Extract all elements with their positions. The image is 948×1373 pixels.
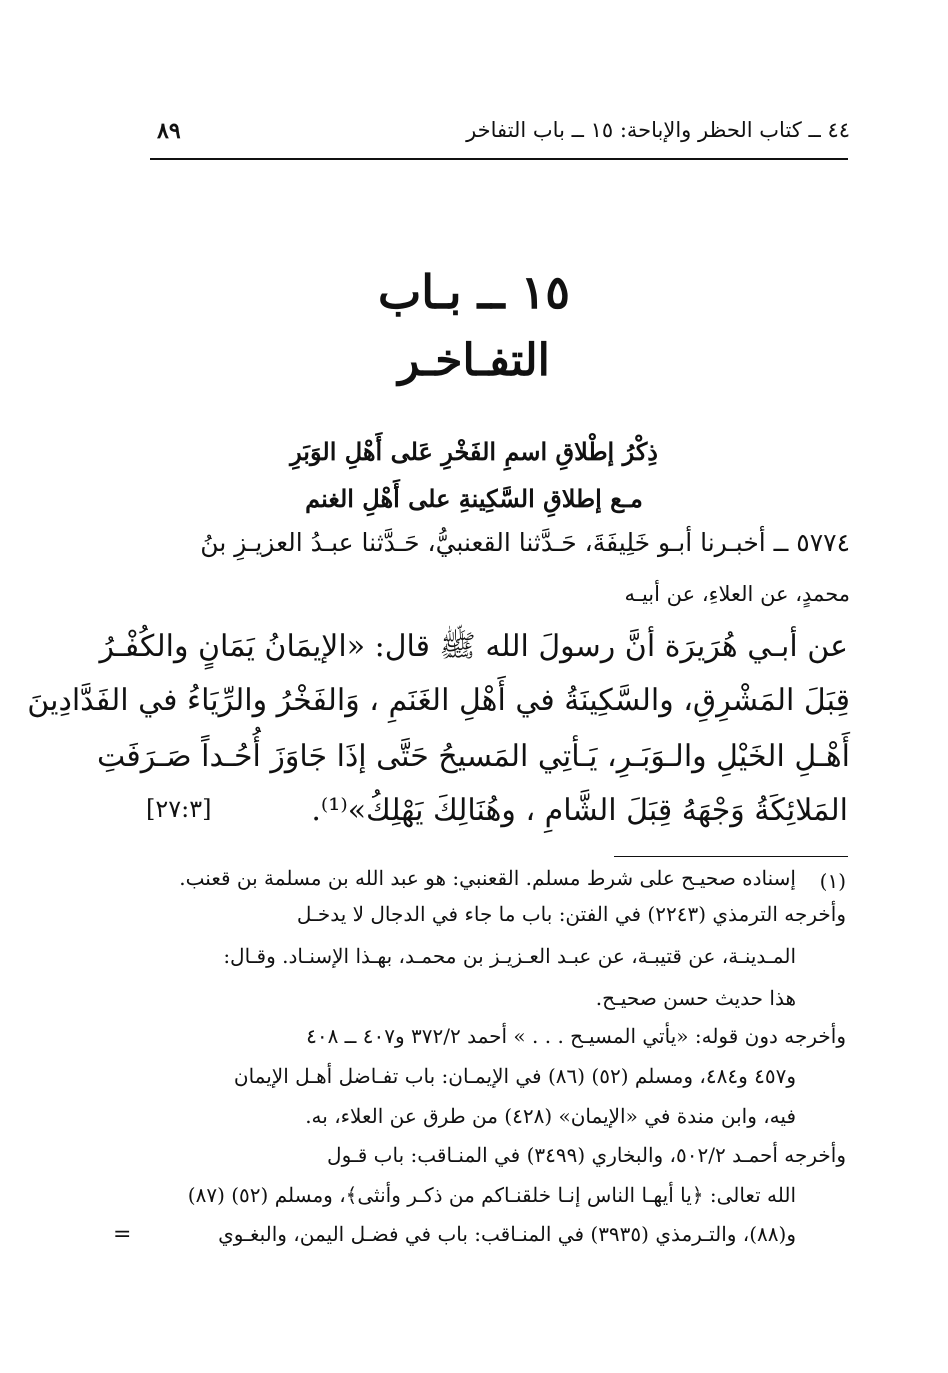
running-header: ٤٤ ــ كتاب الحظر والإباحة: ١٥ ــ باب التفاخر xyxy=(466,118,850,142)
footnote-line: هذا حديث حسن صحيـح. xyxy=(595,986,796,1010)
hadith-isnad-line: ٥٧٧٤ ــ أخبـرنا أبـو خَلِيفَةَ، حَـدَّثنا القعنبيُّ، حَـدَّثنا عبـدُ العزيـزِ بنُ xyxy=(200,528,850,557)
header-rule xyxy=(150,158,848,160)
hadith-text-line: المَلائِكَةُ وَجْهَهُ قِبَلَ الشَّامِ ، وهُنَالِكَ يَهْلِكُ»⁽¹⁾. xyxy=(311,793,848,828)
volume-reference: [٢٧:٣] xyxy=(146,795,212,823)
footnote-line: وأخرجه الترمذي (٢٢٤٣) في الفتن: باب ما جاء في الدجال لا يدخـل xyxy=(296,902,846,926)
footnote-line: وأخرجه دون قوله: «يأتي المسيـح . . . » أحمد ٣٧٢/٢ و٤٠٧ ــ ٤٠٨ xyxy=(306,1024,846,1048)
hadith-isnad-line: محمدٍ، عن العلاءِ، عن أبيـه xyxy=(624,582,850,606)
hadith-text-line: قِبَلَ المَشْرِقِ، والسَّكِينَةُ في أَهْلِ الغَنَمِ ، وَالفَخْرُ والرِّيَاءُ في الفَدَّادِينَ xyxy=(27,683,850,718)
footnote-line: المـدينـة، عن قتيبـة، عن عبـد العـزيـز بن محمـد، بهـذا الإسنـاد. وقـال: xyxy=(223,944,796,968)
footnote-line: إسناده صحيـح على شرط مسلم. القعنبي: هو عبد الله بن مسلمة بن قعنب. xyxy=(179,866,796,890)
page-number: ٨٩ xyxy=(157,118,181,144)
footnote-line: و(٨٨)، والتـرمذي (٣٩٣٥) في المنـاقب: باب في فضـل اليمن، والبغـوي xyxy=(218,1222,796,1246)
hadith-text-line: أَهْـلِ الخَيْلِ والـوَبَـرِ، يَـأتِي المَسيحُ حَتَّى إذَا جَاوَزَ أُحُـداً صَـرَفَتِ xyxy=(96,739,850,774)
chapter-title: التفـاخـر xyxy=(398,335,550,386)
hadith-text-line: عن أبـي هُرَيرَة أنَّ رسولَ الله ﷺ قال: «الإيمَانُ يَمَانٍ والكُفْـرُ xyxy=(99,629,848,664)
section-subheading: ذِكْرُ إطْلاقِ اسمِ الفَخْرِ عَلى أَهْلِ الوَبَرِ xyxy=(290,437,658,466)
continuation-mark: = xyxy=(113,1222,132,1247)
footnote-line: و٤٥٧ و٤٨٤، ومسلم (٥٢) (٨٦) في الإيمـان: باب تفـاضل أهـل الإيمان xyxy=(233,1064,796,1088)
footnote-line: الله تعالى: ﴿يا أيهـا الناس إنـا خلقنـاكم من ذكـر وأنثى﴾، ومسلم (٥٢) (٨٧) xyxy=(187,1183,796,1207)
footnote-rule xyxy=(614,856,848,857)
footnote-marker: (١) xyxy=(819,869,846,893)
chapter-number: ١٥ ــ بـاب xyxy=(377,265,570,319)
footnote-line: فيه، وابن مندة في «الإيمان» (٤٢٨) من طرق عن العلاء، به. xyxy=(305,1104,796,1128)
footnote-line: وأخرجه أحمـد ٥٠٢/٢، والبخاري (٣٤٩٩) في المنـاقب: باب قـول xyxy=(327,1143,846,1167)
section-subheading: مـع إطلاقِ السَّكِينةِ على أَهْلِ الغنم xyxy=(305,484,643,513)
